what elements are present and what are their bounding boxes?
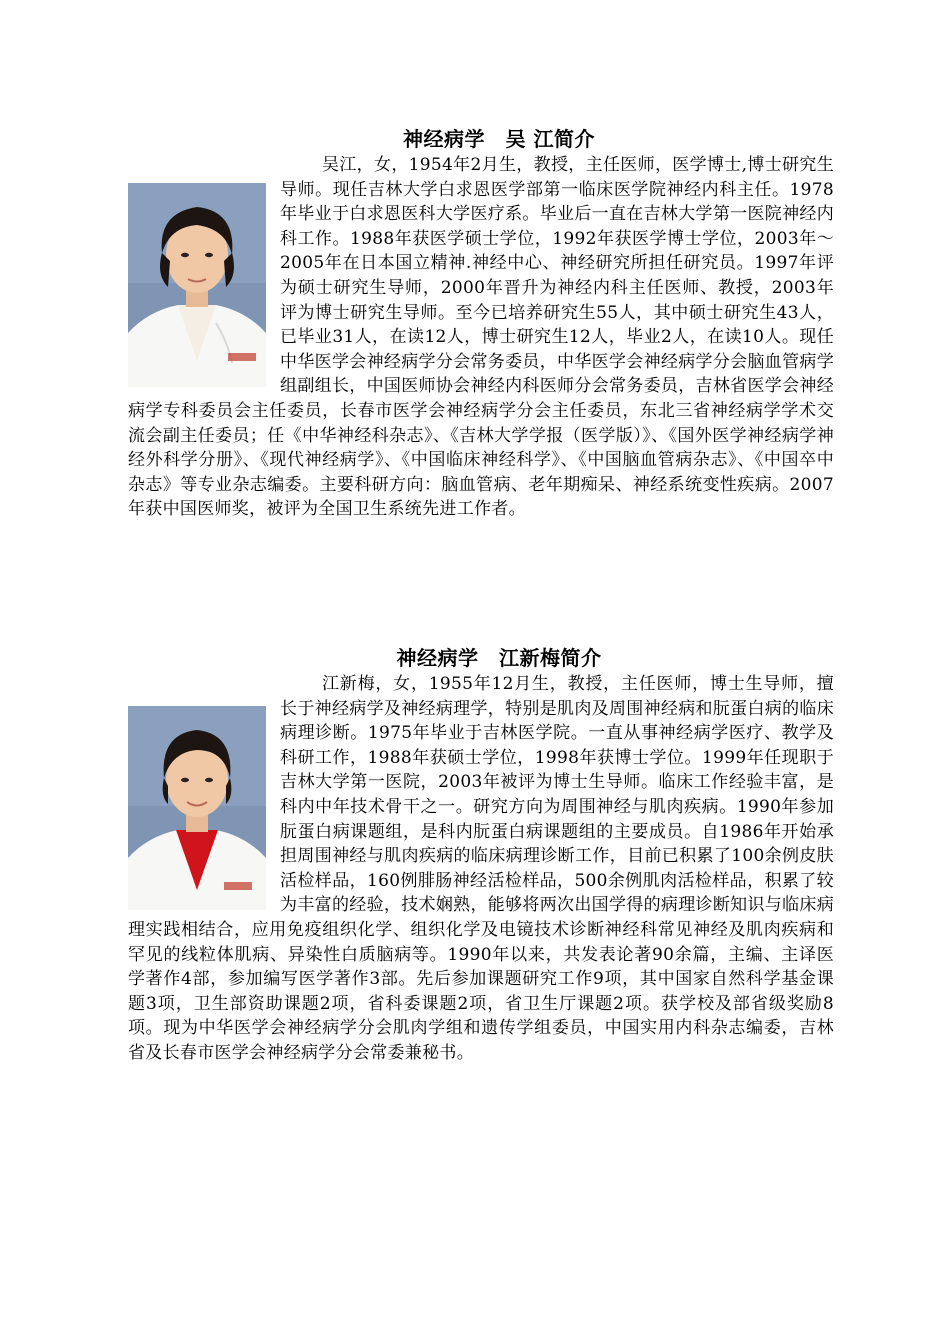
profile-title: 神经病学 江新梅简介 bbox=[396, 646, 602, 670]
profile-bio: 吴江，女，1954年2月生，教授，主任医师，医学博士,博士研究生导师。现任吉林大学白求恩医学部第一临床医学院神经内科主任。1978年毕业于白求恩医科大学医疗系。毕业后一直在吉林大学第一医院神经内科工作。1988年获医学硕士学位，1992年获医学博士学位，2003年～2005年在日本国立精神.神经中心、神经研究所担任研究员。1997年评为硕士研究生导师，2000年晋升为神经内科主任医师、教授，2003年评为博士研究生导师。至今已培养研究生55人，其中硕士研究生43人，已毕业31人，在读12人，博士研究生12人，毕业2人，在读10人。现任中华医学会神经病学分会常务委员，中华医学会神经病学分会脑血管病学组副组长，中国医师协会神经内科医师分会常务委员，吉林省医学会神经病学专科委员会主任委员，长春市医学会神经病学分会主任委员，东北三省神经病学学术交流会副主任委员；任《中华神经科杂志》、《吉林大学学报（医学版）》、《国外医学神经病学神经外科学分册》、《现代神经病学》、《中国临床神经科学》、《中国脑血管病杂志》、《中国卒中杂志》等专业杂志编委。主要科研方向：脑血管病、老年期痴呆、神经系统变性疾病。2007年获中国医师奖，被评为全国卫生系统先进工作者。 bbox=[128, 155, 834, 520]
profile-jiang-xinmei bbox=[128, 644, 834, 1066]
profile-bio: 江新梅，女，1955年12月生，教授，主任医师，博士生导师，擅长于神经病学及神经病理学，特别是肌肉及周围神经病和朊蛋白病的临床病理诊断。1975年毕业于吉林医学院。一直从事神经病学医疗、教学及科研工作，1988年获硕士学位，1998年获博士学位。1999年任现职于吉林大学第一医院，2003年被评为博士生导师。临床工作经验丰富，是科内中年技术骨干之一。研究方向为周围神经与肌肉疾病。1990年参加朊蛋白病课题组，是科内朊蛋白病课题组的主要成员。自1986年开始承担周围神经与肌肉疾病的临床病理诊断工作，目前已积累了100余例皮肤活检样品，160例腓肠神经活检样品，500余例肌肉活检样品，积累了较为丰富的经验，技术娴熟，能够将两次出国学得的病理诊断知识与临床病理实践相结合，应用免疫组织化学、组织化学及电镜技术诊断神经科常见神经及肌肉疾病和罕见的线粒体肌病、异染性白质脑病等。1990年以来，共发表论著90余篇，主编、主译医学著作4部，参加编写医学著作3部。先后参加课题研究工作9项，其中国家自然科学基金课题3项，卫生部资助课题2项，省科委课题2项，省卫生厅课题2项。获学校及部省级奖励8项。现为中华医学会神经病学分会肌肉学组和遗传学组委员，中国实用内科杂志编委，吉林省及长春市医学会神经病学分会常委兼秘书。 bbox=[128, 674, 834, 1063]
portrait-image bbox=[128, 706, 266, 910]
profile-title: 神经病学 吴 江简介 bbox=[403, 127, 595, 151]
profile-photo-jiang-xinmei bbox=[128, 706, 266, 910]
portrait-image bbox=[128, 183, 266, 387]
profile-wu-jiang bbox=[128, 125, 834, 522]
profile-photo-wu-jiang bbox=[128, 183, 266, 387]
